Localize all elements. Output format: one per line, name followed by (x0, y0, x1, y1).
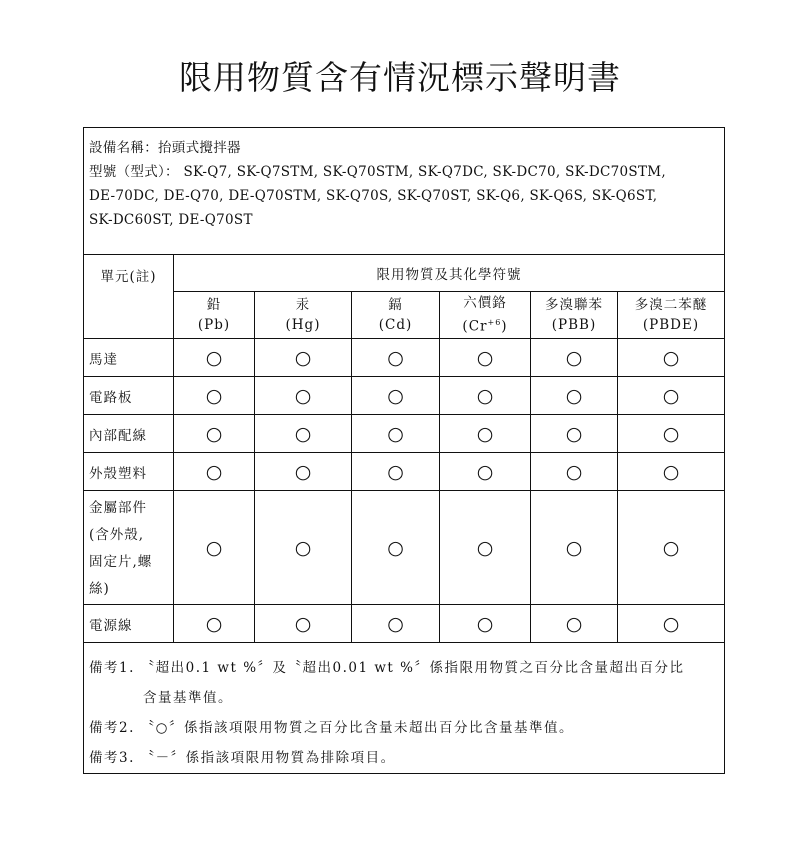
status-mark: ○ (531, 377, 618, 415)
status-mark: ○ (618, 491, 725, 605)
equipment-name: 設備名稱：抬頭式攪拌器 (89, 140, 241, 156)
status-mark: ○ (174, 491, 255, 605)
status-mark: ○ (531, 491, 618, 605)
status-mark: ○ (352, 339, 440, 377)
status-mark: ○ (255, 491, 352, 605)
substance-name: 六價鉻 (463, 295, 507, 312)
status-mark: ○ (174, 377, 255, 415)
table-row (84, 415, 725, 453)
status-mark: ○ (618, 377, 725, 415)
status-mark: ○ (352, 415, 440, 453)
status-mark: ○ (352, 453, 440, 491)
status-mark: ○ (352, 491, 440, 605)
status-mark: ○ (531, 453, 618, 491)
table-row (84, 491, 725, 605)
status-mark: ○ (440, 491, 531, 605)
status-mark: ○ (440, 605, 531, 643)
substance-symbol: (Cd) (378, 317, 413, 333)
declaration-table (83, 127, 725, 774)
model-line-2: DE-70DC, DE-Q70, DE-Q70STM, SK-Q70S, SK-Q70ST, SK-Q6, SK-Q6S, SK-Q6ST, (89, 188, 658, 204)
unit-header: 單元(註) (84, 255, 174, 339)
note-1-continued: 含量基準值。 (143, 690, 233, 706)
row-label: 金屬部件 (含外殼, 固定片,螺 絲) (84, 491, 174, 605)
status-mark: ○ (352, 377, 440, 415)
substance-header-pbb (531, 292, 618, 339)
substance-symbol: (Pb) (197, 317, 231, 333)
substance-header-pb (174, 292, 255, 339)
status-mark: ○ (352, 605, 440, 643)
status-mark: ○ (255, 605, 352, 643)
table-row (84, 377, 725, 415)
status-mark: ○ (440, 453, 531, 491)
status-mark: ○ (618, 415, 725, 453)
substance-header-cd (352, 292, 440, 339)
status-mark: ○ (255, 339, 352, 377)
note-2: 備考2. 〝○〞係指該項限用物質之百分比含量未超出百分比含量基準值。 (89, 720, 574, 736)
substance-name: 多溴聯苯 (545, 297, 603, 313)
substance-symbol: $(Cr^{+6})$ (462, 318, 508, 335)
note-3: 備考3. 〝－〞係指該項限用物質為排除項目。 (89, 750, 396, 766)
notes-section (84, 643, 725, 774)
status-mark: ○ (174, 415, 255, 453)
table-row (84, 453, 725, 491)
model-line-1: 型號（型式）： SK-Q7, SK-Q7STM, SK-Q70STM, SK-Q7DC, SK-DC70, SK-DC70STM, (89, 164, 667, 180)
substance-header-cr6 (440, 292, 531, 339)
status-mark: ○ (174, 605, 255, 643)
row-label: 外殼塑料 (84, 453, 174, 491)
status-mark: ○ (255, 377, 352, 415)
note-1: 備考1. 〝超出0.1 wt %〞及〝超出0.01 wt %〞係指限用物質之百分比含量超出百分比 (89, 660, 685, 676)
table-row (84, 605, 725, 643)
row-label: 內部配線 (84, 415, 174, 453)
substance-symbol: (Hg) (285, 317, 321, 333)
status-mark: ○ (531, 415, 618, 453)
status-mark: ○ (440, 415, 531, 453)
status-mark: ○ (618, 605, 725, 643)
status-mark: ○ (618, 339, 725, 377)
substance-header-hg (255, 292, 352, 339)
status-mark: ○ (255, 453, 352, 491)
table-row (84, 339, 725, 377)
model-line-3: SK-DC60ST, DE-Q70ST (89, 212, 253, 228)
page-title: 限用物質含有情況標示聲明書 (179, 58, 621, 97)
substance-name: 多溴二苯醚 (634, 297, 708, 313)
status-mark: ○ (174, 453, 255, 491)
substance-name: 鎘 (388, 297, 403, 313)
substance-symbol: (PBDE) (642, 317, 700, 333)
substance-name: 汞 (295, 297, 311, 313)
substance-group-header: 限用物質及其化學符號 (174, 255, 725, 292)
substance-header-pbde (618, 292, 725, 339)
status-mark: ○ (440, 339, 531, 377)
status-mark: ○ (440, 377, 531, 415)
equipment-info (84, 128, 725, 255)
status-mark: ○ (174, 339, 255, 377)
status-mark: ○ (618, 453, 725, 491)
row-label: 電路板 (84, 377, 174, 415)
row-label: 馬達 (84, 339, 174, 377)
substance-name: 鉛 (206, 297, 222, 313)
row-label: 電源線 (84, 605, 174, 643)
substance-symbol: (PBB) (551, 317, 597, 333)
status-mark: ○ (531, 605, 618, 643)
status-mark: ○ (531, 339, 618, 377)
status-mark: ○ (255, 415, 352, 453)
